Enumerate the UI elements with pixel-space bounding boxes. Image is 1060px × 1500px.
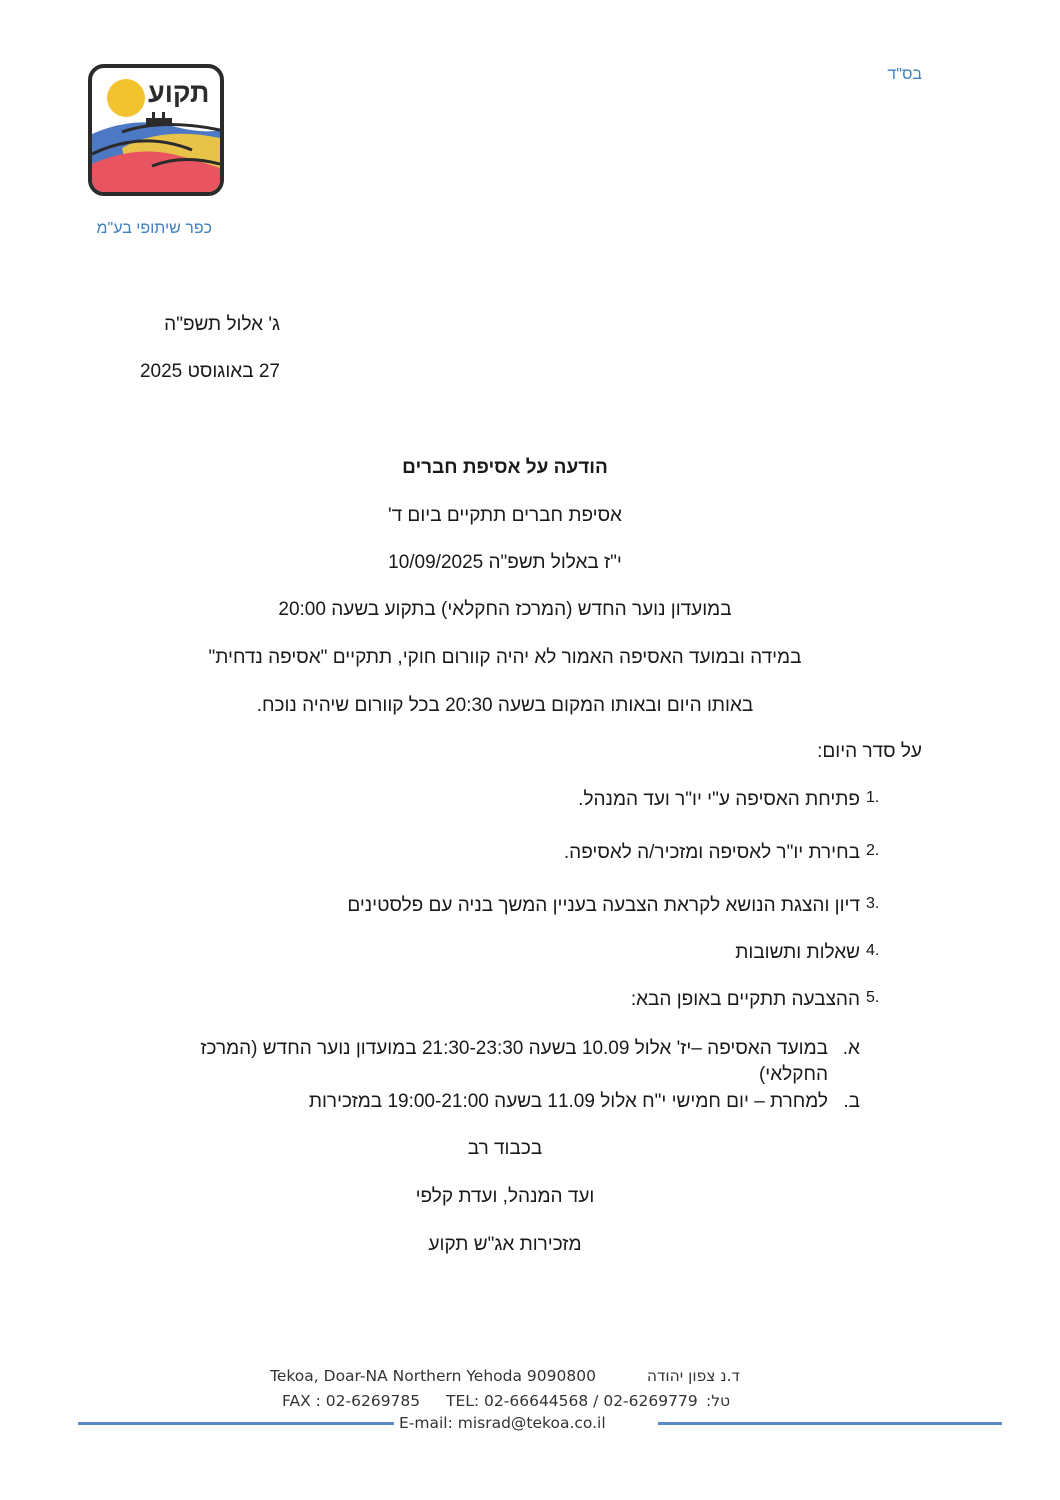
footer-divider-right [658, 1422, 1002, 1425]
agenda-item: פתיחת האסיפה ע"י יו"ר ועד המנהל. [578, 789, 860, 810]
footer-phone-label: טל: [706, 1392, 731, 1410]
agenda-item-number: 2. [866, 842, 880, 859]
footer-email: E-mail: misrad@tekoa.co.il [399, 1414, 606, 1432]
bsd-mark: בס"ד [887, 66, 922, 83]
gregorian-date: 27 באוגוסט 2025 [139, 361, 280, 382]
sub-item-letter: א. [842, 1038, 860, 1059]
agenda-item: שאלות ותשובות [735, 942, 860, 963]
agenda-item-number: 4. [866, 942, 880, 959]
signoff-office: מזכירות אג"ש תקוע [428, 1234, 582, 1255]
footer-divider-left [78, 1422, 394, 1425]
footer-address-en: Tekoa, Doar-NA Northern Yehoda 9090800 [270, 1367, 596, 1385]
sub-item: במועד האסיפה –יז' אלול 10.09 בשעה 21:30-23:30 במועדון נוער החדש (המרכז החקלאי) [200, 1038, 828, 1085]
sub-item: למחרת – יום חמישי י"ח אלול 11.09 בשעה 19:00-21:00 במזכירות [308, 1091, 828, 1112]
signoff-regards: בכבוד רב [467, 1138, 543, 1159]
notice-line-3: במועדון נוער החדש (המרכז החקלאי) בתקוע בשעה 20:00 [278, 599, 732, 620]
notice-line-2: י"ז באלול תשפ"ה 10/09/2025 [388, 552, 622, 573]
notice-line-4: במידה ובמועד האסיפה האמור לא יהיה קוורום חוקי, תתקיים "אסיפה נדחית" [208, 647, 802, 668]
notice-line-5: באותו היום ובאותו המקום בשעה 20:30 בכל קוורום שיהיה נוכח. [256, 695, 754, 716]
logo-text: תקוע [148, 78, 210, 108]
agenda-item: בחירת יו"ר לאסיפה ומזכיר/ה לאסיפה. [563, 842, 860, 863]
agenda-item-number: 1. [866, 789, 880, 806]
footer-address-he: ד.נ צפון יהודה [646, 1367, 740, 1385]
agenda-heading: על סדר היום: [817, 741, 922, 762]
agenda-item: ההצבעה תתקיים באופן הבא: [630, 989, 860, 1010]
signoff-committee: ועד המנהל, ועדת קלפי [415, 1186, 595, 1207]
footer-fax: FAX : 02-6269785 [282, 1392, 421, 1410]
notice-title: הודעה על אסיפת חברים [402, 457, 608, 478]
agenda-item: דיון והצגת הנושא לקראת הצבעה בעניין המשך בניה עם פלסטינים [347, 895, 860, 916]
sub-item-letter: ב. [843, 1091, 860, 1112]
notice-line-1: אסיפת חברים תתקיים ביום ד' [388, 505, 622, 526]
hebrew-date: ג' אלול תשפ"ה [164, 314, 280, 335]
org-subtitle: כפר שיתופי בע"מ [96, 220, 212, 237]
footer-phones: TEL: 02-66644568 / 02-6269779 [446, 1392, 698, 1410]
agenda-item-number: 5. [866, 989, 880, 1006]
agenda-item-number: 3. [866, 895, 880, 912]
